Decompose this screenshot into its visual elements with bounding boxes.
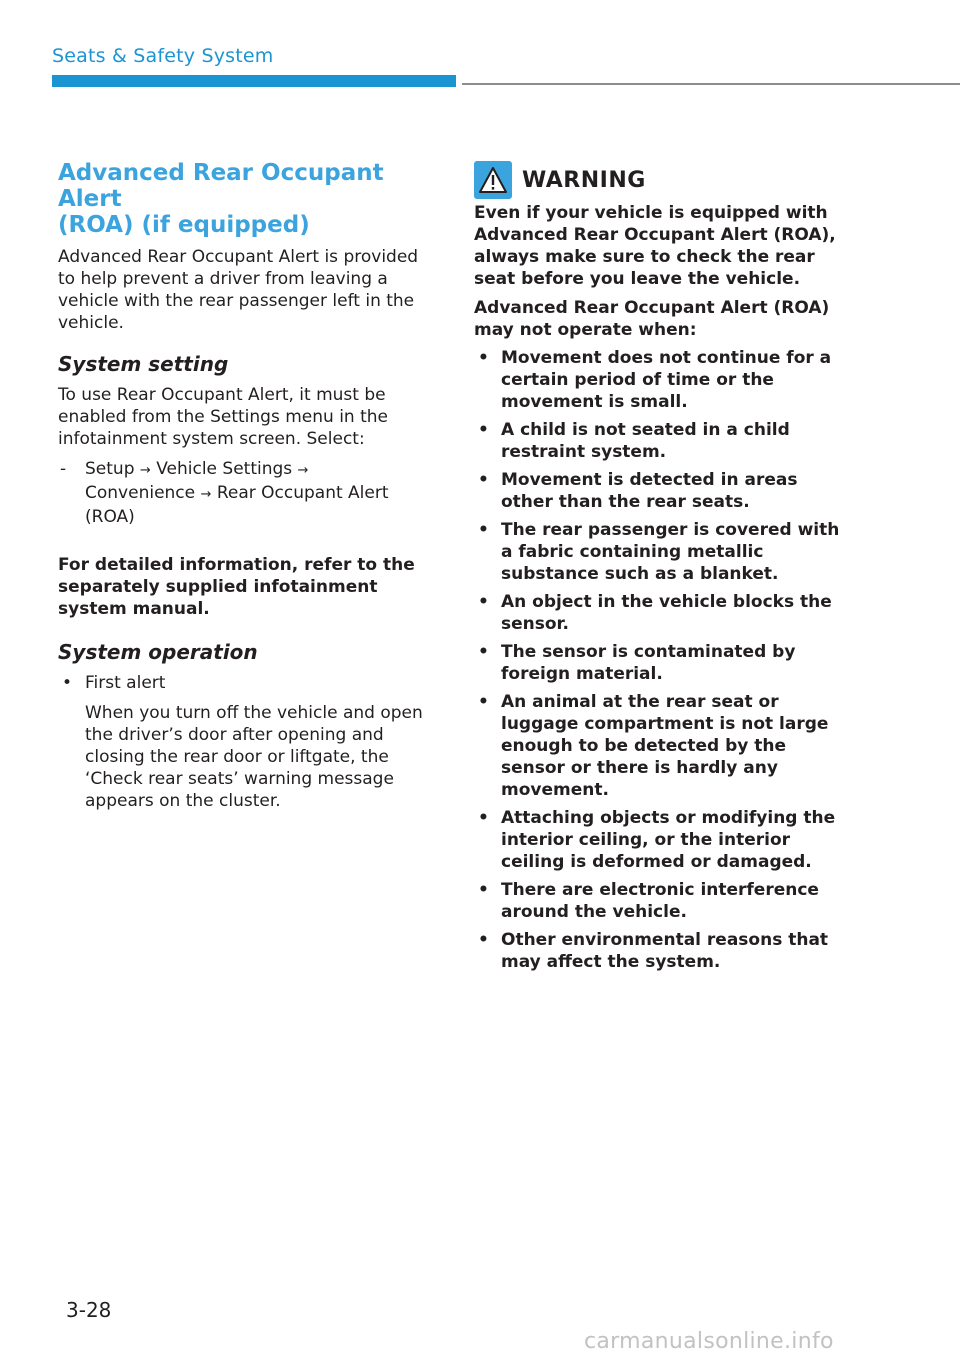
system-operation-heading: System operation [58, 640, 258, 664]
arrow-right-icon: → [139, 463, 151, 478]
path-rear-occupant-alert: Rear Occupant Alert (ROA) [85, 483, 389, 527]
list-item [474, 691, 854, 801]
first-alert-label: First alert [85, 673, 166, 693]
bullet-marker: • [62, 673, 73, 693]
list-item-text: An animal at the rear seat or luggage compartment is not large enough to be detected by the sensor or there is hardly any movement. [501, 692, 829, 800]
section-header-title: Seats & Safety System [52, 45, 274, 67]
warning-paragraph-1: Even if your vehicle is equipped with Advanced Rear Occupant Alert (ROA), always make sure to check the rear seat before you leave the vehicle. [474, 203, 836, 289]
bullet-marker: • [478, 592, 489, 612]
warning-condition-list [474, 347, 854, 973]
list-item [474, 807, 854, 873]
path-convenience: Convenience [85, 483, 196, 503]
first-alert-description: When you turn off the vehicle and open the driver’s door after opening and closing the rear door or liftgate, the ‘Check rear seats’ warning message appears on the cluster. [85, 703, 423, 811]
path-vehicle-settings: Vehicle Settings [156, 459, 293, 479]
section-title-line1: Advanced Rear Occupant Alert [58, 160, 384, 212]
bullet-marker: • [478, 520, 489, 540]
list-item-first-alert [58, 672, 438, 694]
list-item-text: An object in the vehicle blocks the sensor. [501, 592, 832, 634]
header-accent-rule [52, 75, 456, 87]
arrow-right-icon: → [297, 463, 309, 478]
list-item [474, 519, 854, 585]
bullet-marker: • [478, 808, 489, 828]
list-item [474, 641, 854, 685]
list-item [474, 879, 854, 923]
bullet-marker: • [478, 930, 489, 950]
system-setting-heading: System setting [58, 352, 229, 376]
bullet-marker: • [478, 692, 489, 712]
bullet-marker: • [478, 880, 489, 900]
bullet-marker: • [478, 420, 489, 440]
intro-paragraph: Advanced Rear Occupant Alert is provided to help prevent a driver from leaving a vehicle with the rear passenger left in the vehicle. [58, 247, 419, 333]
list-item-text: There are electronic interference around the vehicle. [501, 880, 819, 922]
warning-paragraph-2: Advanced Rear Occupant Alert (ROA) may not operate when: [474, 298, 830, 340]
list-item-text: Movement is detected in areas other than the rear seats. [501, 470, 798, 512]
left-column [58, 160, 438, 812]
system-setting-text: To use Rear Occupant Alert, it must be enabled from the Settings menu in the infotainment system screen. Select: [58, 385, 388, 449]
list-item-text: The rear passenger is covered with a fabric containing metallic substance such as a blanket. [501, 520, 840, 584]
bullet-marker: • [478, 642, 489, 662]
warning-label: WARNING [522, 167, 646, 193]
path-setup: Setup [85, 459, 135, 479]
list-item-text: The sensor is contaminated by foreign material. [501, 642, 796, 684]
header-divider-rule [462, 83, 960, 85]
section-title [58, 160, 438, 238]
warning-triangle-icon [474, 161, 512, 199]
warning-header [474, 158, 854, 202]
list-item [474, 591, 854, 635]
list-item [474, 469, 854, 513]
warning-box [474, 158, 854, 979]
section-title-line2: (ROA) (if equipped) [58, 212, 310, 238]
watermark-link[interactable]: carmanualsonline.info [584, 1329, 834, 1354]
manual-reference-note: For detailed information, refer to the separately supplied infotainment system manual. [58, 555, 415, 619]
bullet-marker: • [478, 470, 489, 490]
settings-path [58, 458, 438, 528]
page-number: 3-28 [66, 1298, 112, 1322]
list-item-text: Other environmental reasons that may affect the system. [501, 930, 829, 972]
list-item-text: Movement does not continue for a certain period of time or the movement is small. [501, 348, 832, 412]
list-item [474, 419, 854, 463]
bullet-marker: • [478, 348, 489, 368]
list-item [474, 929, 854, 973]
list-item [474, 347, 854, 413]
dash-marker: - [60, 459, 67, 479]
list-item-text: Attaching objects or modifying the interior ceiling, or the interior ceiling is deformed or damaged. [501, 808, 836, 872]
arrow-right-icon: → [200, 487, 212, 502]
list-item-text: A child is not seated in a child restraint system. [501, 420, 790, 462]
